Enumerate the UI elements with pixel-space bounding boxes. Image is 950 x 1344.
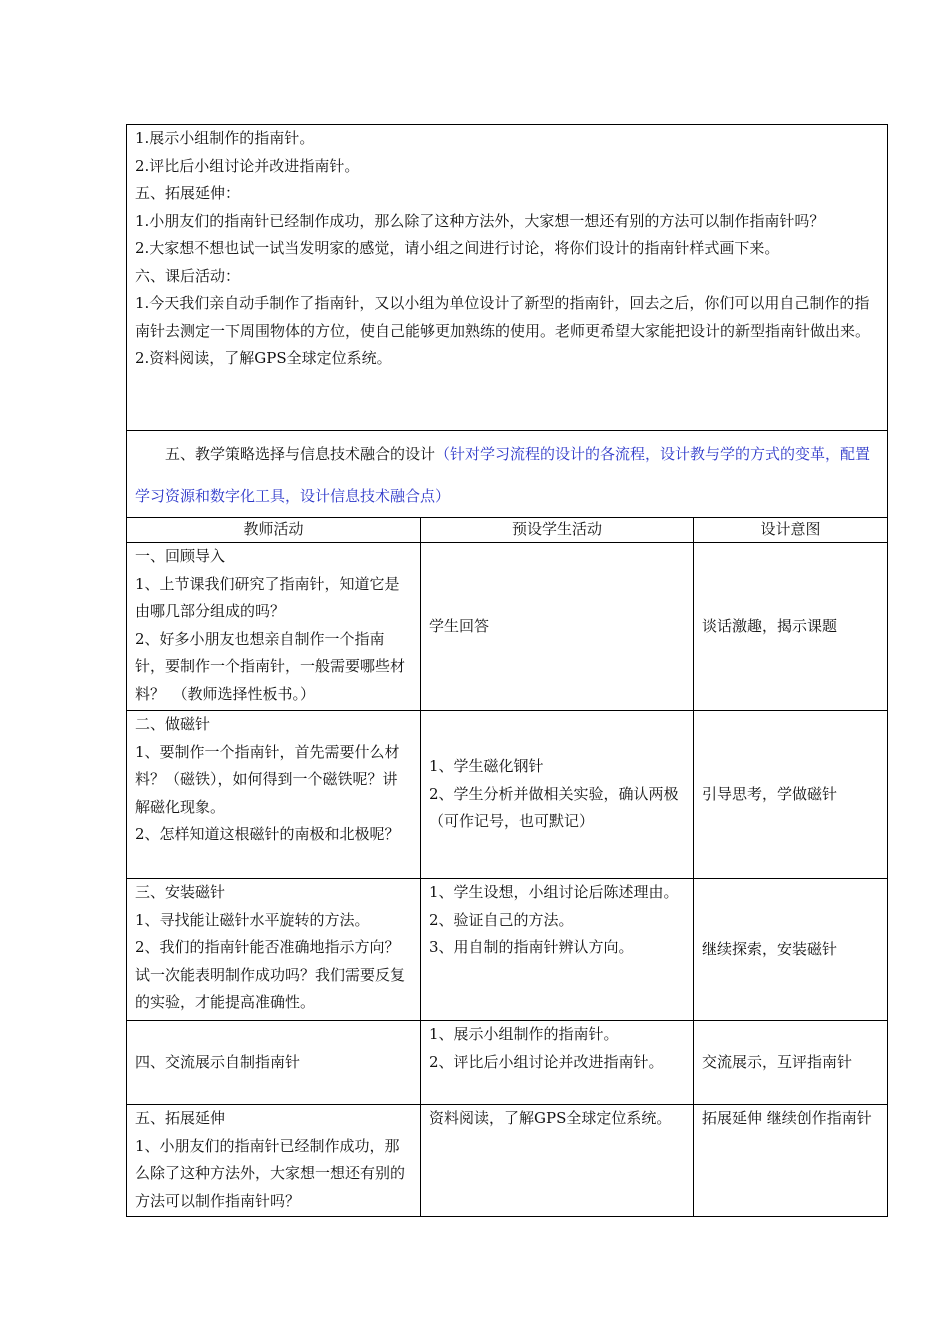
teacher-cell [127,1105,421,1217]
intent-cell: 引导思考，学做磁针 [694,711,888,879]
cell-line: 2、我们的指南针能否准确地指示方向？试一次能表明制作成功吗？我们需要反复的实验，才能提高准确性。 [135,938,406,1011]
student-cell [421,879,694,1021]
cell-line: 1、学生磁化钢针 [429,757,544,776]
cell-line: 三、安装磁针 [135,883,226,901]
cell-line: 一、回顾导入 [135,547,226,565]
top-line: 1.小朋友们的指南针已经制作成功，那么除了这种方法外，大家想一想还有别的方法可以制作指南针吗？ [135,211,825,230]
teacher-cell [127,711,421,879]
teacher-cell [127,879,421,1021]
table-row [127,543,888,711]
cell-line: 四、交流展示自制指南针 [135,1052,301,1071]
top-line: 2.大家想不想也试一试当发明家的感觉，请小组之间进行讨论，将你们设计的指南针样式画下来。 [135,239,780,257]
cell-line: 2、验证自己的方法。 [429,910,574,929]
top-line: 1.今天我们亲自动手制作了指南针，又以小组为单位设计了新型的指南针，回去之后，你们可以用自己制作的指南针去测定一下周围物体的方位，使自己能够更加熟练的使用。老师更希望大家能把设计的新型指南针做出来。 [135,294,871,340]
section-five-title: 五、教学策略选择与信息技术融合的设计 [165,445,436,463]
cell-line: 二、做磁针 [135,715,211,733]
cell-line: 1、要制作一个指南针，首先需要什么材料？（磁铁），如何得到一个磁铁呢？讲解磁化现象。 [135,742,400,816]
header-intent: 设计意图 [694,518,888,543]
cell-line: 学生回答 [429,616,490,635]
cell-line: 资料阅读，了解GPS全球定位系统。 [429,1109,672,1127]
header-student: 预设学生活动 [421,518,694,543]
intent-cell: 交流展示，互评指南针 [694,1021,888,1105]
table-row [127,711,888,879]
teacher-cell [127,1021,421,1105]
intent-cell: 继续探索，安装磁针 [694,879,888,1021]
section-five-heading [127,431,888,518]
section-five-note: （针对学习流程的设计的各流程，设计教与学的方式的变革，配置学习资源和数字化工具，设计信息技术融合点） [135,445,871,505]
top-heading: 五、拓展延伸： [135,184,241,202]
top-section-row [127,125,888,431]
cell-line: 2、学生分析并做相关实验，确认两极（可作记号，也可默记） [429,784,679,831]
cell-line: 2、好多小朋友也想亲自制作一个指南针，要制作一个指南针，一般需要哪些材料？ （教师选择性板书。） [135,629,406,703]
section-five-row [127,431,888,518]
cell-line: 2、评比后小组讨论并改进指南针。 [429,1052,664,1071]
table-row [127,1105,888,1217]
student-cell [421,711,694,879]
header-teacher: 教师活动 [127,518,421,543]
top-line: 1.展示小组制作的指南针。 [135,129,315,147]
cell-line: 五、拓展延伸 [135,1109,226,1127]
student-cell [421,543,694,711]
cell-line: 1、学生设想，小组讨论后陈述理由。 [429,883,679,901]
cell-line: 3、用自制的指南针辨认方向。 [429,938,634,956]
table-header-row [127,518,888,543]
intent-cell: 拓展延伸 继续创作指南针 [694,1105,888,1217]
cell-line: 1、小朋友们的指南针已经制作成功，那么除了这种方法外，大家想一想还有别的方法可以制作指南针吗？ [135,1136,406,1210]
cell-line: 1、上节课我们研究了指南针，知道它是由哪几部分组成的吗？ [135,574,400,620]
top-line: 2.评比后小组讨论并改进指南针。 [135,156,360,175]
table-row [127,879,888,1021]
student-cell [421,1021,694,1105]
teacher-cell [127,543,421,711]
cell-line: 2、怎样知道这根磁针的南极和北极呢？ [135,825,400,843]
cell-line: 1、展示小组制作的指南针。 [429,1025,619,1043]
lesson-plan-table [126,124,888,1217]
top-section-cell [127,125,888,431]
document-page [126,124,887,1217]
cell-line: 1、寻找能让磁针水平旋转的方法。 [135,910,370,929]
top-line: 2.资料阅读，了解GPS全球定位系统。 [135,349,392,367]
intent-cell: 谈话激趣，揭示课题 [694,543,888,711]
table-row [127,1021,888,1105]
top-heading: 六、课后活动： [135,266,241,285]
student-cell [421,1105,694,1217]
